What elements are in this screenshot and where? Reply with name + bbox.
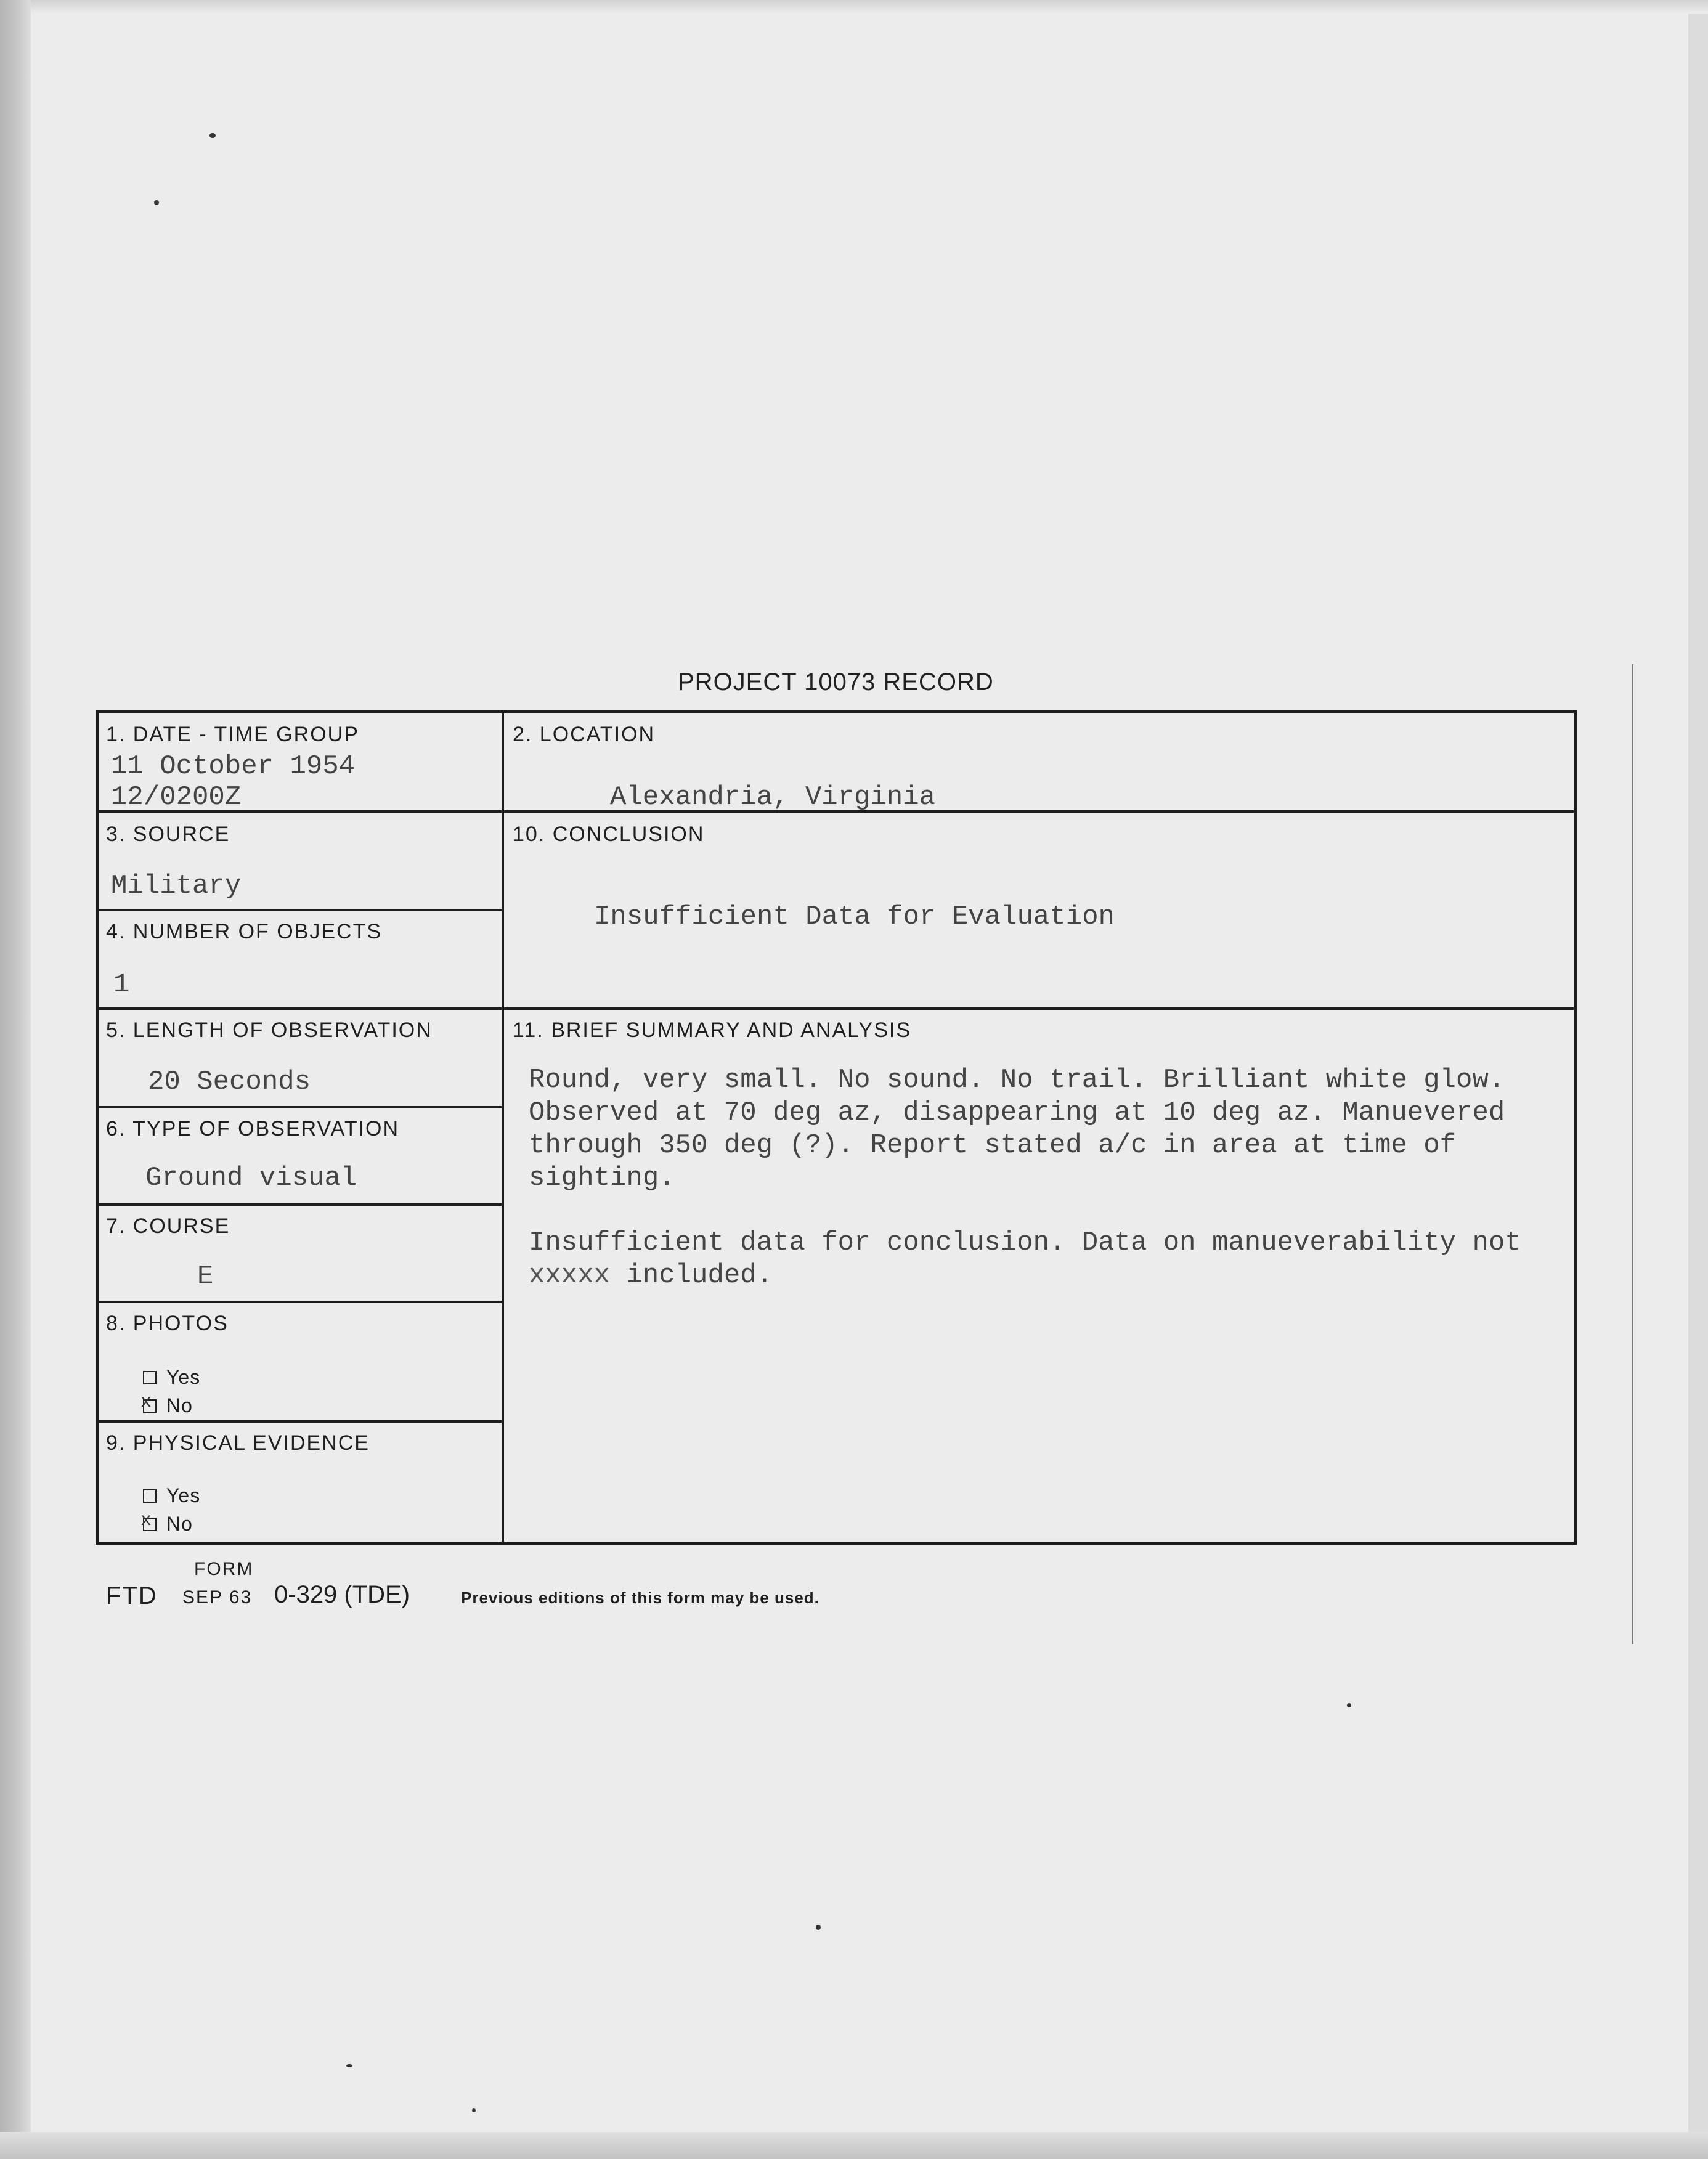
row-divider <box>99 1301 502 1303</box>
date-time-label: 1. DATE - TIME GROUP <box>106 723 359 746</box>
column-divider <box>502 713 504 1542</box>
checkbox[interactable] <box>143 1489 157 1503</box>
footer-note: Previous editions of this form may be used. <box>461 1588 819 1607</box>
scan-speck <box>816 1925 821 1930</box>
date-value: 11 October 1954 <box>111 751 356 782</box>
location-value: Alexandria, Virginia <box>610 782 936 813</box>
row-divider <box>99 1007 1574 1010</box>
summary-paragraph-2 <box>529 1227 1570 1292</box>
length-of-observation-label: 5. LENGTH OF OBSERVATION <box>106 1019 433 1042</box>
summary-paragraph-2-start: Insufficient data for conclusion. Data on manueverability not <box>529 1227 1521 1258</box>
summary-paragraph-1: Round, very small. No sound. No trail. Brilliant white glow. Observed at 70 deg az, disappearing at 10 deg az. Manuevered through 350 deg (?). Report stated a/c in area at time of sighting. <box>529 1065 1505 1193</box>
checkbox-checked[interactable] <box>143 1518 157 1531</box>
scan-speck <box>209 133 216 138</box>
row-divider <box>99 1203 502 1206</box>
page-edge-left <box>0 0 31 2159</box>
footer-form-number: 0-329 (TDE) <box>274 1581 410 1608</box>
scan-speck <box>154 200 159 205</box>
row-divider <box>99 1106 502 1108</box>
course-value: E <box>197 1261 214 1292</box>
footer-date-code: SEP 63 <box>182 1587 253 1608</box>
record-form <box>96 710 1577 1545</box>
type-of-observation-label: 6. TYPE OF OBSERVATION <box>106 1117 400 1140</box>
physical-evidence-label: 9. PHYSICAL EVIDENCE <box>106 1431 370 1455</box>
scan-speck <box>1347 1703 1351 1707</box>
length-of-observation-value: 20 Seconds <box>148 1067 311 1097</box>
scan-speck <box>346 2064 352 2067</box>
summary-text <box>529 1064 1570 1324</box>
footer-form-word: FORM <box>194 1559 254 1579</box>
row-divider <box>99 1420 502 1423</box>
option-label: Yes <box>166 1366 201 1388</box>
checkbox-checked[interactable] <box>143 1399 157 1413</box>
struck-out-text: xxxxx <box>529 1260 611 1291</box>
scan-speck <box>472 2108 476 2112</box>
scan-artifact-line <box>1632 664 1633 1644</box>
number-of-objects-label: 4. NUMBER OF OBJECTS <box>106 920 383 943</box>
option-label: No <box>166 1513 193 1535</box>
source-value: Military <box>111 871 242 901</box>
photos-yes-option[interactable] <box>143 1366 200 1389</box>
conclusion-label: 10. CONCLUSION <box>513 823 705 846</box>
number-of-objects-value: 1 <box>113 969 130 1000</box>
option-label: Yes <box>166 1484 201 1506</box>
time-group-value: 12/0200Z <box>111 782 242 813</box>
photos-label: 8. PHOTOS <box>106 1312 229 1335</box>
photos-no-option[interactable] <box>143 1394 193 1417</box>
footer-ftd: FTD <box>106 1582 158 1609</box>
page-edge-top <box>31 0 1708 14</box>
type-of-observation-value: Ground visual <box>145 1163 357 1193</box>
conclusion-value: Insufficient Data for Evaluation <box>594 901 1115 932</box>
source-label: 3. SOURCE <box>106 823 230 846</box>
row-divider <box>99 909 502 911</box>
summary-label: 11. BRIEF SUMMARY AND ANALYSIS <box>513 1019 912 1042</box>
course-label: 7. COURSE <box>106 1214 230 1238</box>
checkbox[interactable] <box>143 1371 157 1384</box>
physical-evidence-no-option[interactable] <box>143 1513 193 1535</box>
summary-paragraph-2-end: included. <box>626 1260 773 1291</box>
location-label: 2. LOCATION <box>513 723 656 746</box>
option-label: No <box>166 1394 193 1417</box>
form-title: PROJECT 10073 RECORD <box>678 669 994 696</box>
page-edge-bottom <box>0 2132 1708 2159</box>
physical-evidence-yes-option[interactable] <box>143 1484 200 1507</box>
